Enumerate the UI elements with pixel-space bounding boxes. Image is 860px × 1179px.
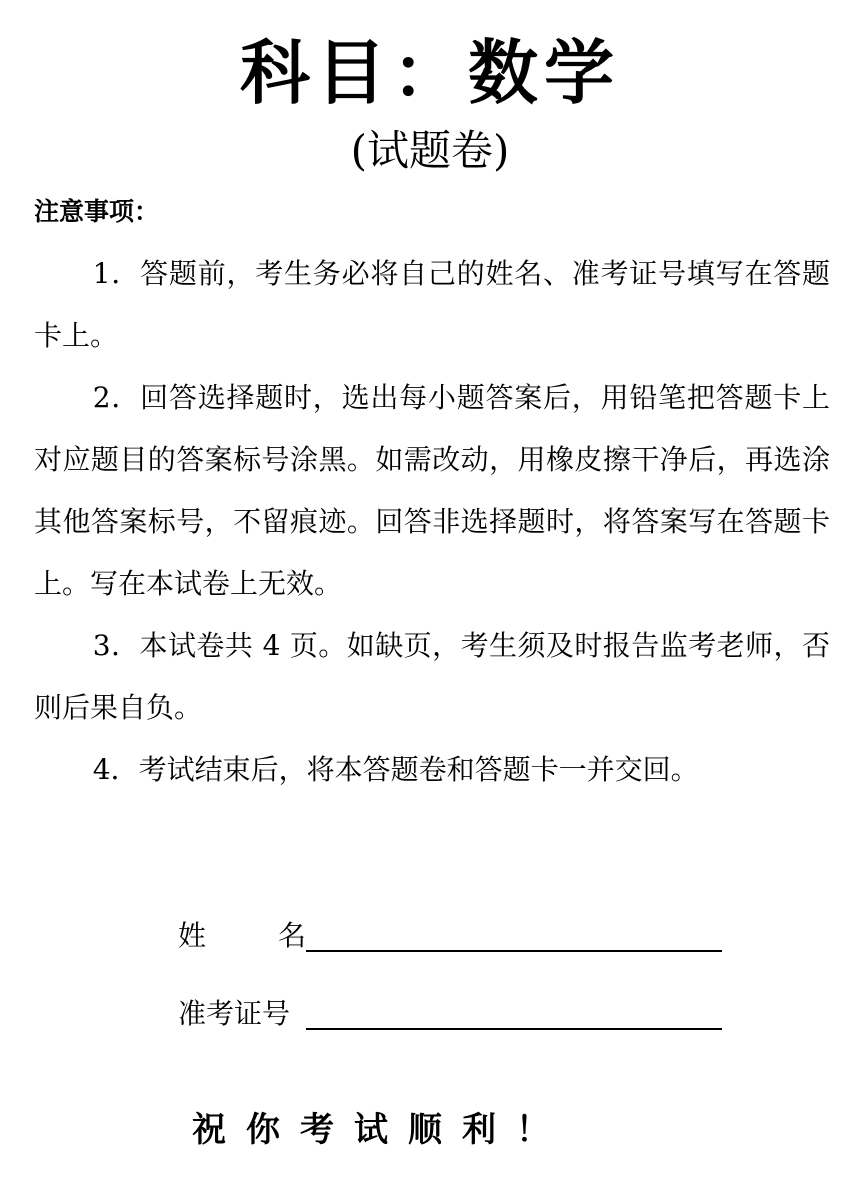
ticket-number-blank-line[interactable] [306,998,722,1030]
name-label-char-2: 名 [277,919,306,952]
notice-item-4: 4．考试结束后，将本答题卷和答题卡一并交回。 [92,753,699,786]
notice-list [34,243,830,801]
good-luck-message: 祝你考试顺利！ [192,1110,570,1150]
notice-heading: 注意事项： [34,197,160,226]
page-subtitle: (试题卷) [350,126,510,175]
ticket-number-label: 准考证号 [178,997,291,1030]
notice-item-2: 2．回答选择题时，选出每小题答案后，用铅笔把答题卡上对应题目的答案标号涂黑。如需改动，用橡皮擦干净后，再选涂其他答案标号，不留痕迹。回答非选择题时，将答案写在答题卡上。写在本试卷上无效。 [34,381,830,600]
name-label-char-1: 姓 [178,919,207,952]
notice-item-1: 1．答题前，考生务必将自己的姓名、准考证号填写在答题卡上。 [34,257,830,352]
name-field [178,912,722,956]
name-label [178,916,306,956]
notice-item-3: 3．本试卷共 4 页。如缺页，考生须及时报告监考老师，否则后果自负。 [34,629,830,724]
name-blank-line[interactable] [306,920,722,952]
page-title: 科目：数学 [240,32,620,114]
ticket-number-field [178,990,722,1034]
